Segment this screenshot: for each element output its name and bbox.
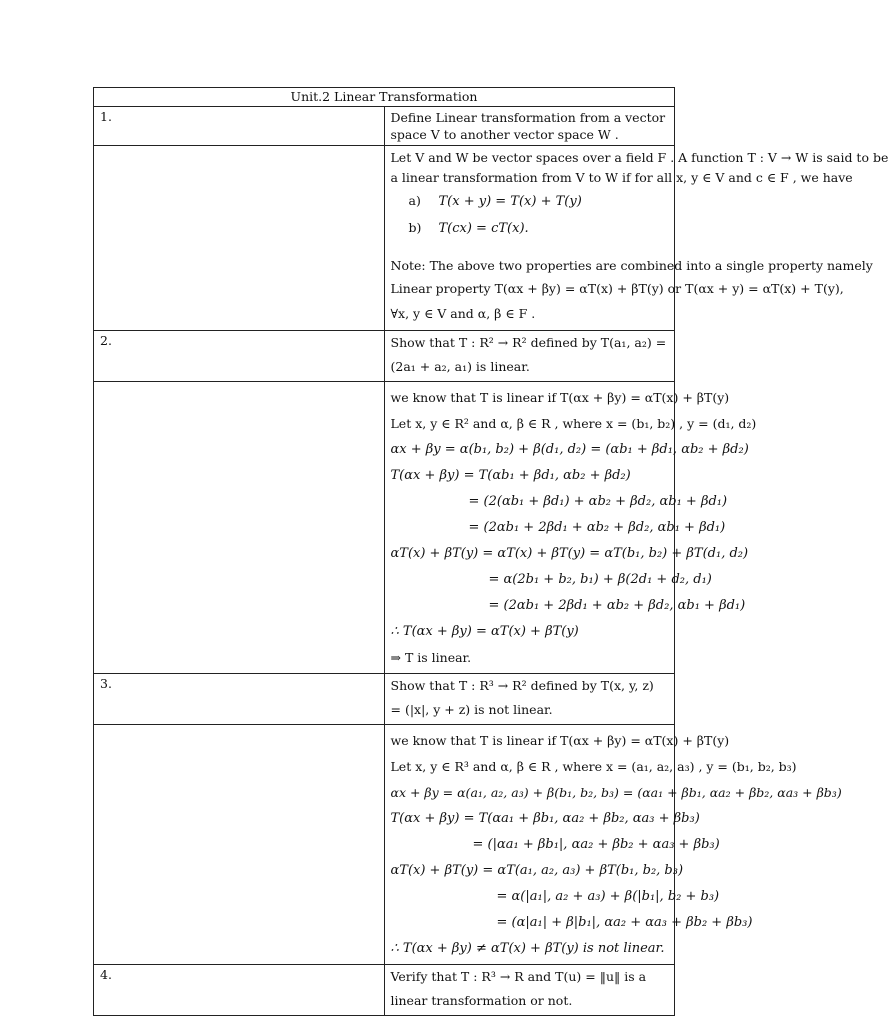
- question-text: Show that T : R² → R² defined by T(a₁, a₂) = (2a₁ + a₂, a₁) is linear.: [384, 331, 675, 382]
- question-number: 1.: [94, 107, 385, 146]
- answer-row-3: [94, 725, 675, 965]
- proof-line: T(αx + βy) = T(αb₁ + βd₁, αb₂ + βd₂): [390, 468, 631, 483]
- property-formula: T(cx) = cT(x).: [438, 221, 529, 236]
- proof-line: αT(x) + βT(y) = αT(a₁, a₂, a₃) + βT(b₁, b₂, b₃): [390, 863, 684, 878]
- proof-line: αx + βy = α(b₁, b₂) + β(d₁, d₂) = (αb₁ + βd₁, αb₂ + βd₂): [390, 442, 749, 457]
- question-text: Show that T : R³ → R² defined by T(x, y, z) = (|x|, y + z) is not linear.: [384, 674, 675, 725]
- answer-row-2: [94, 382, 675, 674]
- property-formula: T(x + y) = T(x) + T(y): [438, 194, 582, 209]
- question-number: 2.: [94, 331, 385, 382]
- property-label: b): [408, 220, 422, 235]
- question-row-4: [94, 965, 675, 1016]
- unit-title: Unit.2 Linear Transformation: [94, 88, 675, 107]
- proof-line: ∴ T(αx + βy) = αT(x) + βT(y): [390, 624, 579, 639]
- question-number: 4.: [94, 965, 385, 1016]
- question-row-2: [94, 331, 675, 382]
- proof-line: αT(x) + βT(y) = αT(x) + βT(y) = αT(b₁, b₂) + βT(d₁, d₂): [390, 546, 749, 561]
- answer-cell: [384, 146, 888, 331]
- answer-cell: [384, 725, 842, 965]
- question-table: [93, 87, 888, 1016]
- property-b: [391, 215, 669, 242]
- question-number: 3.: [94, 674, 385, 725]
- proof-line: αx + βy = α(a₁, a₂, a₃) + β(b₁, b₂, b₃) = (αa₁ + βb₁, αa₂ + βb₂, αa₃ + βb₃): [390, 785, 842, 800]
- proof-line: = (|αa₁ + βb₁|, αa₂ + βb₂ + αa₃ + βb₃): [472, 837, 720, 852]
- proof-line: Let x, y ∈ R³ and α, β ∈ R , where x = (a₁, a₂, a₃) , y = (b₁, b₂, b₃): [390, 759, 797, 774]
- proof-line: = (2αb₁ + 2βd₁ + αb₂ + βd₂, αb₁ + βd₁): [468, 520, 726, 535]
- note-line: Note: The above two properties are combined into a single property namely: [390, 258, 873, 273]
- proof-line: = α(|a₁|, a₂ + a₃) + β(|b₁|, b₂ + b₃): [496, 889, 720, 904]
- property-label: a): [408, 193, 421, 208]
- proof-line: = (α|a₁| + β|b₁|, αa₂ + αa₃ + βb₂ + βb₃): [496, 915, 753, 930]
- proof-line: = (2αb₁ + 2βd₁ + αb₂ + βd₂, αb₁ + βd₁): [488, 598, 746, 613]
- title-row: [94, 88, 675, 107]
- question-text: Define Linear transformation from a vector space V to another vector space W .: [384, 107, 675, 146]
- note-line: Linear property T(αx + βy) = αT(x) + βT(y) or T(αx + y) = αT(x) + T(y),: [390, 281, 844, 296]
- question-text: Verify that T : R³ → R and T(u) = ‖u‖ is a linear transformation or not.: [384, 965, 675, 1016]
- proof-line: T(αx + βy) = T(αa₁ + βb₁, αa₂ + βb₂, αa₃ + βb₃): [390, 811, 700, 826]
- property-a: [391, 188, 669, 215]
- answer-cell: [384, 382, 757, 674]
- definition-line: a linear transformation from V to W if for all x, y ∈ V and c ∈ F , we have: [390, 170, 853, 185]
- conclusion-line: ⇒ T is linear.: [390, 650, 472, 665]
- answer-row-1: [94, 146, 675, 331]
- note-line: ∀x, y ∈ V and α, β ∈ F .: [390, 306, 536, 321]
- proof-line: Let x, y ∈ R² and α, β ∈ R , where x = (b₁, b₂) , y = (d₁, d₂): [390, 416, 757, 431]
- proof-line: we know that T is linear if T(αx + βy) = αT(x) + βT(y): [390, 733, 730, 748]
- proof-line: = α(2b₁ + b₂, b₁) + β(2d₁ + d₂, d₁): [488, 572, 712, 587]
- question-row-1: [94, 107, 675, 146]
- conclusion-line: ∴ T(αx + βy) ≠ αT(x) + βT(y) is not linear.: [390, 941, 665, 956]
- proof-line: = (2(αb₁ + βd₁) + αb₂ + βd₂, αb₁ + βd₁): [468, 494, 728, 509]
- definition-line: Let V and W be vector spaces over a field F . A function T : V → W is said to be: [390, 150, 888, 165]
- question-row-3: [94, 674, 675, 725]
- document-page: [93, 87, 888, 1016]
- proof-line: we know that T is linear if T(αx + βy) = αT(x) + βT(y): [390, 390, 730, 405]
